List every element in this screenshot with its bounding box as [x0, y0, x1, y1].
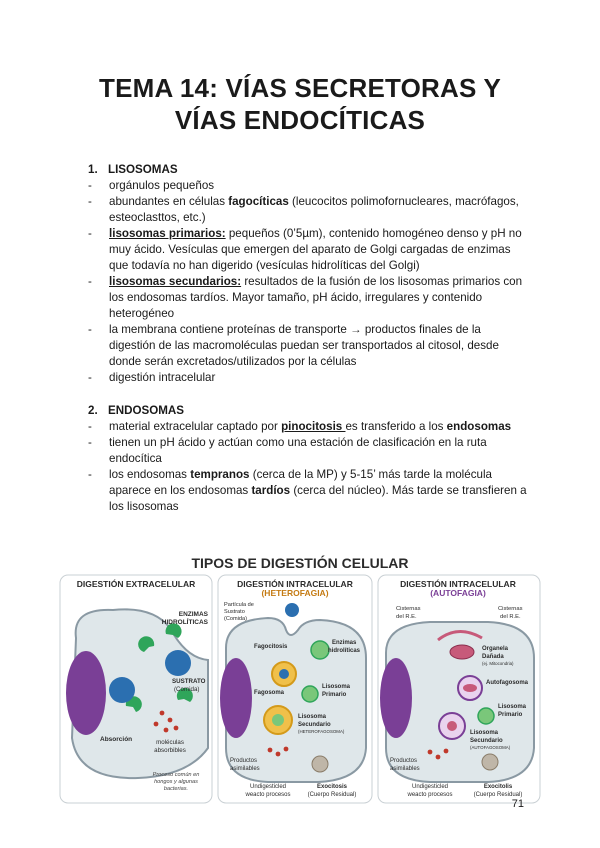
label-fagosoma: Fagosoma: [254, 690, 285, 696]
lysosome-primary-icon: [302, 686, 318, 702]
label-undigested: Undigesticled weacto procesos: [245, 784, 291, 798]
molecule-icon: [276, 752, 281, 757]
molecule-icon: [436, 755, 441, 760]
molecule-icon: [428, 750, 433, 755]
nucleus-icon: [66, 651, 106, 735]
lysosome-primary-icon: [478, 708, 494, 724]
residual-body-icon: [312, 756, 328, 772]
label-nota: Proceso común en hongos y algunas bacterias.: [152, 772, 200, 792]
list-item: - lisosomas secundarios: resultados de la fusión de los lisosomas primarios con los endosomas tardíos. Mayor tamaño, pH ácido, irregulares y contenido heterogéneo: [88, 274, 528, 322]
molecule-icon: [160, 711, 165, 716]
section-heading: 2. ENDOSOMAS: [88, 404, 185, 417]
panel-title: DIGESTIÓN EXTRACELULAR: [76, 579, 196, 589]
molecule-icon: [174, 726, 179, 731]
lysosome-secondary-core-icon: [447, 721, 457, 731]
list-item: - abundantes en células fagocíticas (leucocitos polimofornucleares, macrófagos, esteoclasttos, etc.): [88, 194, 528, 226]
bullet-list: [88, 419, 528, 515]
label-enzimas: ENZIMAS HIDROLÍTICAS: [161, 611, 208, 626]
substrate-icon: [165, 650, 191, 676]
list-item: - material extracelular captado por pinocitosis es transferido a los endosomas: [88, 419, 528, 435]
molecule-icon: [284, 747, 289, 752]
list-item: - orgánulos pequeños: [88, 178, 528, 194]
list-item: - lisosomas primarios: pequeños (0’5µm), contenido homogéneo denso y pH no muy ácido. Vesículas que emergen del aparato de Golgi cargadas de enzimas que todavía no han digerido (vesículas hidrolíticas del Golgi): [88, 226, 528, 274]
page-number: 71: [511, 798, 524, 810]
label-lisosoma-primario: Lisosoma Primario: [322, 684, 351, 698]
digestion-figure: [58, 548, 542, 806]
lysosome-primary-icon: [311, 641, 329, 659]
digestion-diagram: [58, 548, 542, 806]
section-lisosomas: [88, 162, 528, 386]
nucleus-icon: [220, 658, 252, 738]
panel-subtitle: (AUTOFAGIA): [430, 588, 486, 598]
panel-title: DIGESTIÓN INTRACELULAR: [237, 579, 353, 589]
list-item: - digestión intracelular: [88, 370, 528, 386]
residual-body-icon: [482, 754, 498, 770]
molecule-icon: [444, 749, 449, 754]
molecule-icon: [168, 718, 173, 723]
section-heading: 1. LISOSOMAS: [88, 163, 178, 176]
panel-extracelular: [60, 575, 212, 803]
label-fagocitosis: Fagocitosis: [254, 644, 288, 650]
mitochondria-icon: [450, 645, 474, 659]
molecule-icon: [164, 728, 169, 733]
label-lisosoma-primario: Lisosoma Primario: [498, 704, 527, 718]
bullet-list: [88, 178, 528, 386]
label-organela: Organela Dañada (ej. Mitocondria): [482, 646, 514, 666]
label-lisosoma-secundario: Lisosoma Secundario (AUTOFAGOSOMA): [470, 730, 511, 750]
page-title: TEMA 14: VÍAS SECRETORAS Y VÍAS ENDOCÍTICAS: [98, 73, 502, 135]
label-productos: Productos asimilables: [390, 758, 420, 772]
label-cisternas-right: Cisternas del R.E.: [498, 606, 523, 620]
panel-autofagia: [378, 575, 540, 803]
label-productos: Productos asimilables: [230, 758, 260, 772]
substrate-icon: [109, 677, 135, 703]
list-item: - los endosomas tempranos (cerca de la MP) y 5-15’ más tarde la molécula aparece en los endosomas tardíos (cerca del núcleo). Más tarde se transfieren a los lisosomas: [88, 467, 528, 515]
list-item: - la membrana contiene proteínas de transporte → productos finales de la digestión de las macromoléculas puedan ser transportados al citosol, desde donde serán excretados/utilizados por la células: [88, 322, 528, 370]
molecule-icon: [268, 748, 273, 753]
label-exocitosis: Exocitosis (Cuerpo Residual): [307, 784, 357, 798]
label-enzimas: Enzimas hidrolíticas: [328, 640, 361, 654]
molecule-icon: [154, 722, 159, 727]
panel-title: DIGESTIÓN INTRACELULAR: [400, 579, 516, 589]
label-exocitosis: Exocitolis (Cuerpo Residual): [473, 784, 523, 798]
label-autofagosoma: Autofagosoma: [486, 680, 528, 686]
substrate-icon: [285, 603, 299, 617]
label-moleculas: moléculas absorbibles: [154, 739, 186, 754]
label-undigested: Undigesticled weacto procesos: [407, 784, 453, 798]
lysosome-secondary-core-icon: [272, 714, 284, 726]
label-particula: Partícula de Sustrato (Comida): [224, 602, 254, 622]
label-cisternas-left: Cisternas del R.E.: [396, 606, 421, 620]
section-endosomas: [88, 403, 528, 515]
phagosome-core-icon: [279, 669, 289, 679]
mitochondria-icon: [463, 684, 477, 692]
label-absorcion: Absorción: [100, 736, 133, 743]
label-sustrato: SUSTRATO (Comida): [172, 678, 206, 693]
figure-title: TIPOS DE DIGESTIÓN CELULAR: [191, 555, 409, 571]
label-lisosoma-secundario: Lisosoma Secundario (HETEROFAGOSOMA): [298, 714, 345, 734]
list-item: - tienen un pH ácido y actúan como una estación de clasificación en la ruta endocítica: [88, 435, 528, 467]
panel-heterofagia: [218, 575, 372, 803]
panel-subtitle: (HETEROFAGIA): [261, 588, 329, 598]
nucleus-icon: [380, 658, 412, 738]
